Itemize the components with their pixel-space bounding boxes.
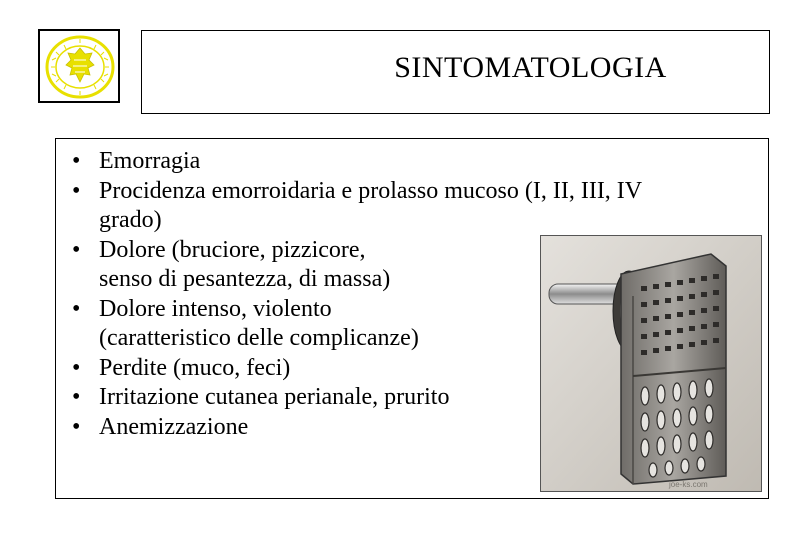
list-item-text: Irritazione cutanea perianale, prurito [99,384,450,410]
bullet-icon: • [72,354,81,381]
list-item [72,354,642,384]
list-item-text-continuation: senso di pesantezza, di massa) [99,266,391,292]
list-item-text: Procidenza emorroidaria e prolasso mucoso (I, II, III, IV [99,177,643,204]
bullet-icon: • [72,177,81,204]
bullet-icon: • [72,384,81,410]
list-item [72,295,642,354]
list-item-text: Dolore (bruciore, pizzicore, [99,236,366,263]
bullet-icon: • [72,413,81,440]
logo-frame [38,29,120,103]
bullet-icon: • [72,295,81,322]
bullet-icon: • [72,236,81,263]
list-item-text-continuation: (caratteristico delle complicanze) [99,325,419,351]
list-item-text-continuation: grado) [99,207,162,233]
list-item [72,236,642,295]
list-item-text: Emorragia [99,148,201,174]
list-item [72,147,642,177]
list-item-text: Anemizzazione [99,413,249,440]
list-item-text: Perdite (muco, feci) [99,354,291,381]
title-frame [141,30,770,114]
photo-watermark: joe-ks.com [669,480,708,489]
list-item [72,383,642,413]
list-item-text: Dolore intenso, violento [99,295,332,322]
bullet-icon: • [72,148,81,174]
slide-title: SINTOMATOLOGIA [394,51,667,84]
list-item [72,177,642,236]
list-item [72,413,642,443]
crest-seal-icon [44,34,116,100]
symptom-list [72,147,642,442]
